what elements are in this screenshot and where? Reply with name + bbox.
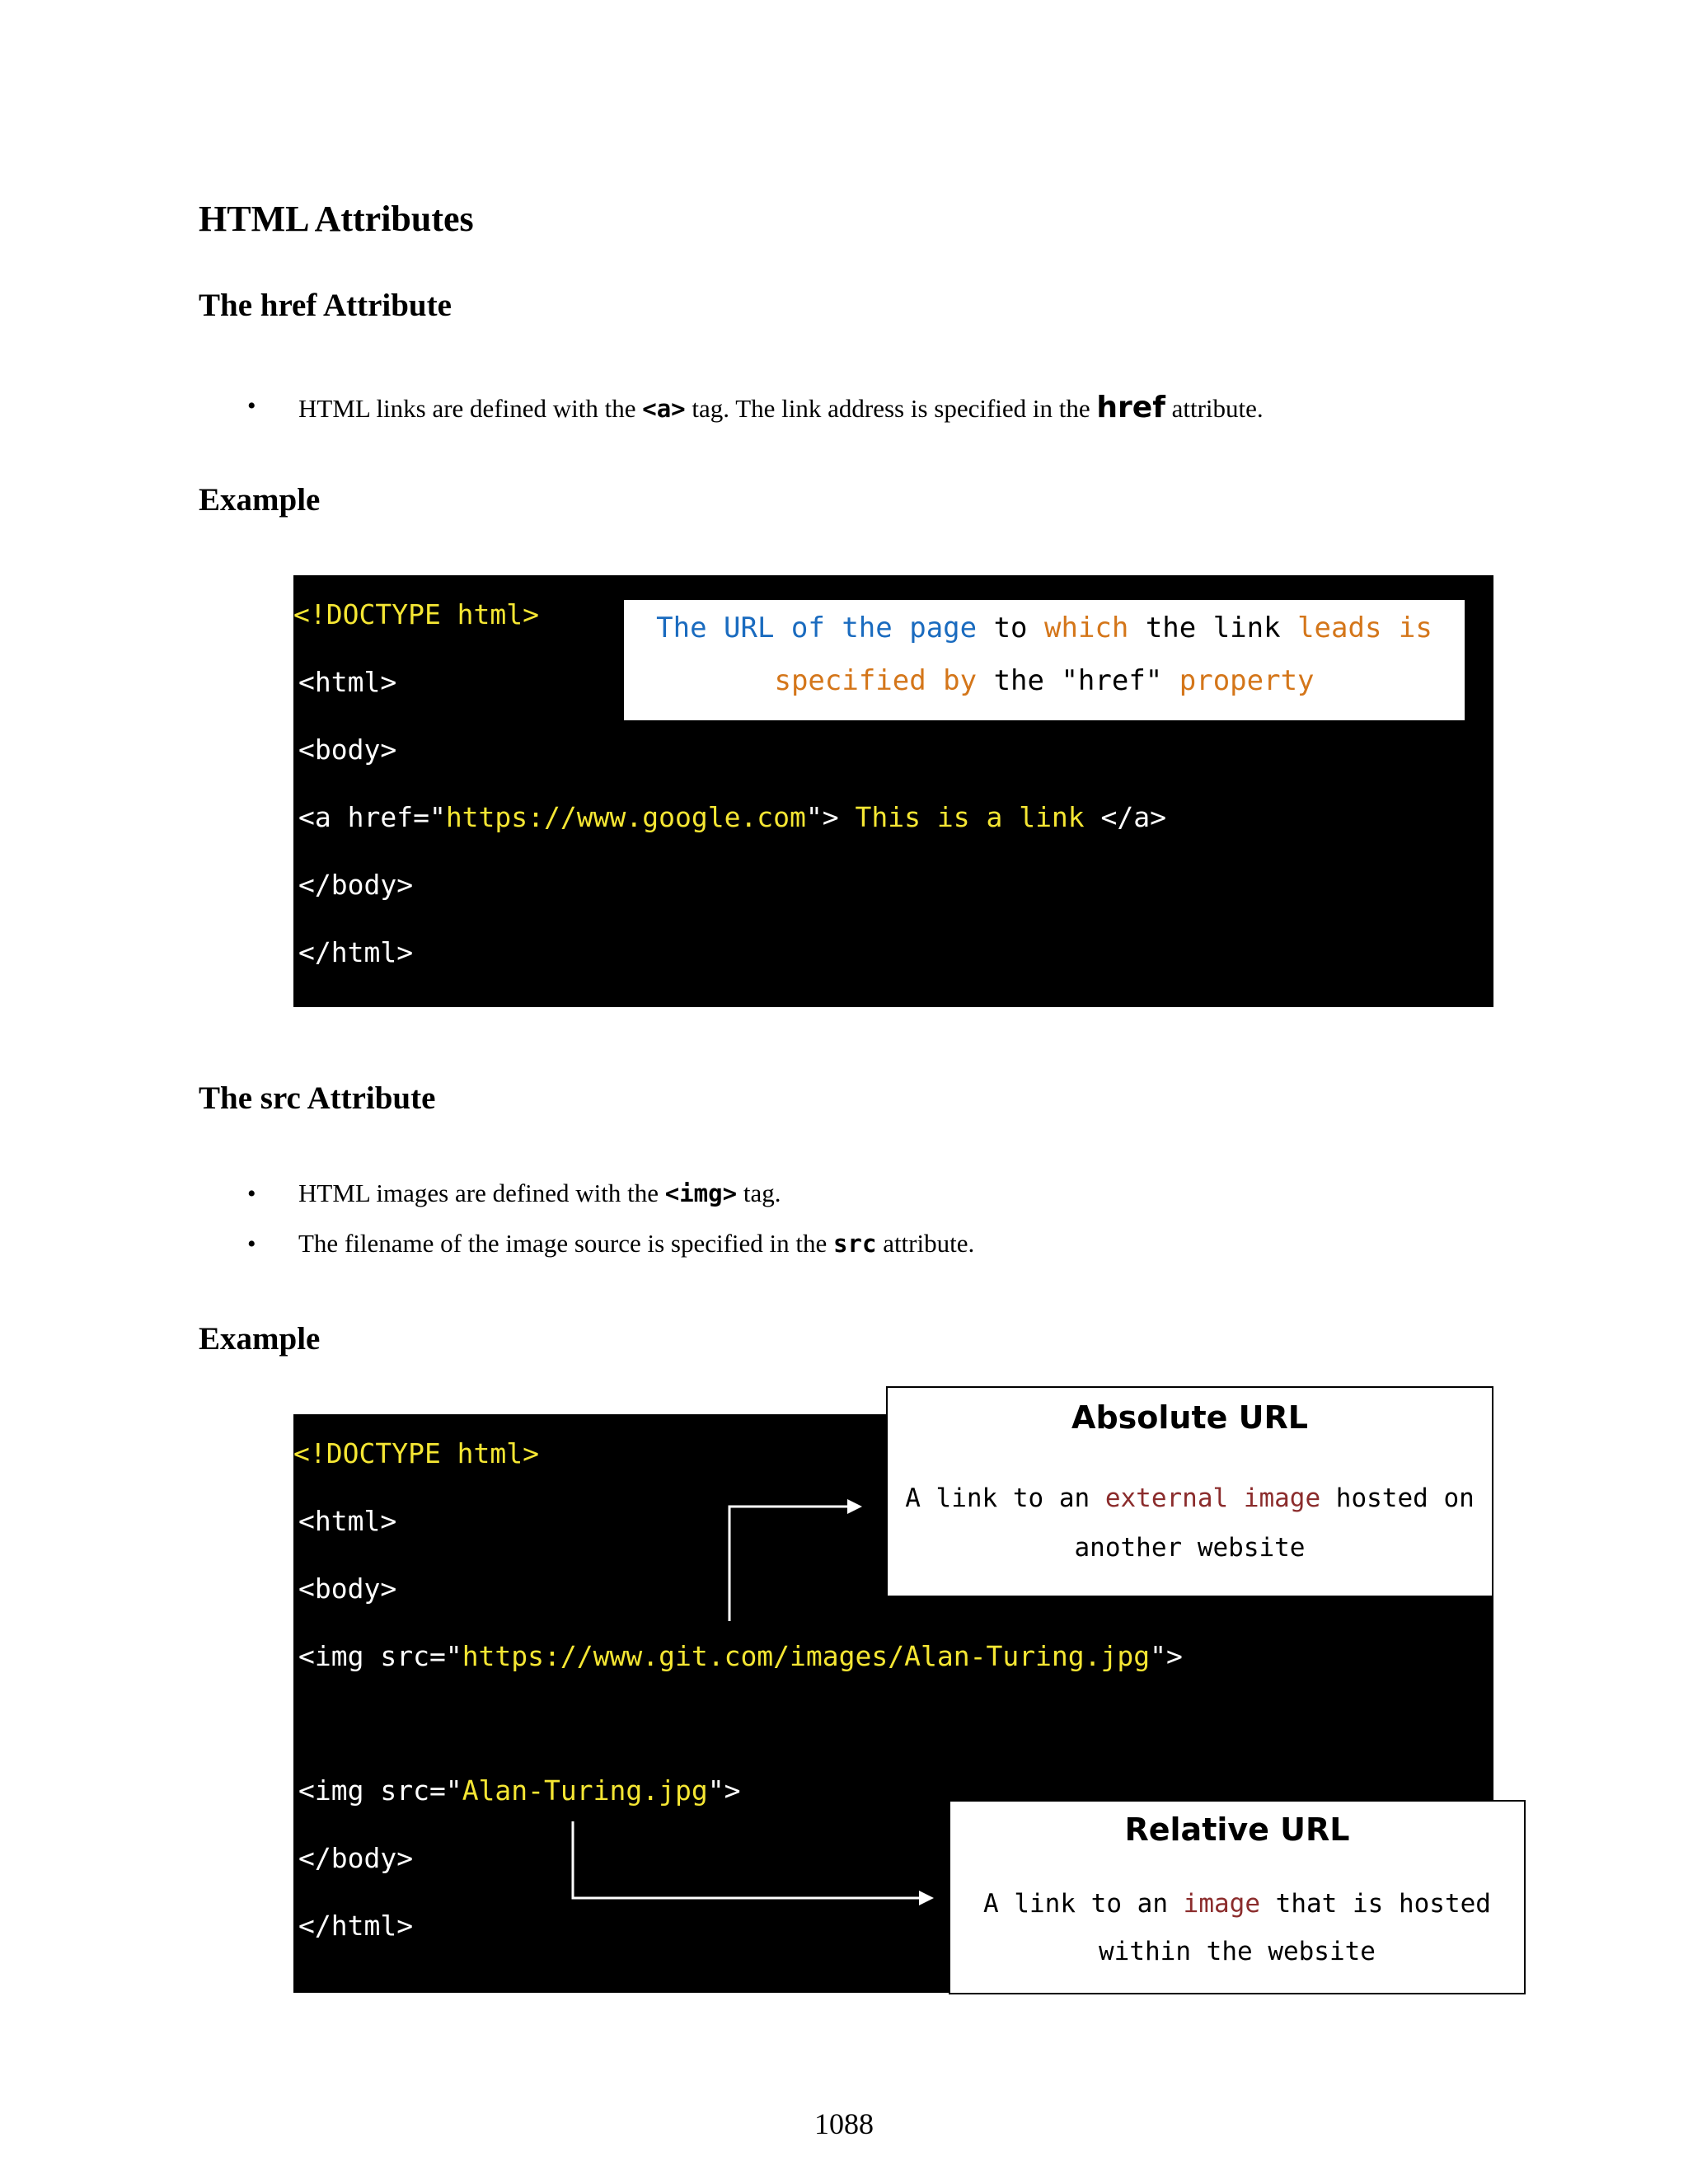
code-line-body: <body> — [298, 733, 397, 766]
relative-url-title: Relative URL — [1124, 1811, 1350, 1848]
code-line-doctype: <!DOCTYPE html> — [293, 1437, 540, 1469]
callout-token: which — [1044, 612, 1129, 644]
absolute-url-arrow — [729, 1507, 849, 1621]
callout-token: to — [977, 612, 1044, 644]
bullet-text-part: HTML links are defined with the — [298, 394, 643, 423]
href-section-heading: The href Attribute — [199, 288, 452, 323]
code-url-token: Alan-Turing.jpg — [462, 1774, 708, 1807]
page-title: HTML Attributes — [199, 199, 474, 239]
code-token: "> — [805, 801, 839, 833]
absolute-url-line-2: another website — [1074, 1533, 1306, 1563]
callout-token: property — [1179, 664, 1315, 697]
example-label: Example — [199, 1321, 321, 1357]
bullet-marker: • — [247, 1230, 256, 1258]
inline-code-a-tag: <a> — [642, 395, 686, 423]
src-section-heading: The src Attribute — [199, 1080, 436, 1116]
code-line-html: <html> — [298, 666, 397, 698]
relative-url-arrowhead — [919, 1891, 934, 1905]
code-token: <img src=" — [298, 1640, 462, 1672]
callout-token: that is hosted — [1260, 1889, 1491, 1919]
callout-token: the "href" — [977, 664, 1179, 697]
page-number: 1088 — [814, 2107, 874, 2140]
example-label: Example — [199, 482, 321, 518]
bullet-text-part: tag. — [737, 1179, 781, 1207]
absolute-url-line-1 — [888, 1483, 1492, 1513]
callout-token: image — [1183, 1889, 1260, 1919]
code-line-html: <html> — [298, 1505, 397, 1537]
relative-url-callout — [949, 1800, 1526, 1994]
bullet-text-part: attribute. — [876, 1229, 975, 1258]
callout-token: A link to an — [983, 1889, 1184, 1919]
code-line-body: <body> — [298, 1572, 397, 1605]
relative-url-line-1 — [950, 1889, 1524, 1919]
code-line-body-close: </body> — [298, 1842, 414, 1874]
code-token: <img src=" — [298, 1774, 462, 1807]
bullet-marker: • — [247, 392, 256, 419]
code-line-html-close: </html> — [298, 1910, 414, 1942]
callout-token: specified by — [774, 664, 978, 697]
inline-code-img-tag: <img> — [664, 1179, 738, 1207]
callout-token: A link to an — [905, 1483, 1105, 1513]
absolute-url-title: Absolute URL — [1071, 1399, 1308, 1436]
callout-token: hosted on — [1320, 1483, 1475, 1513]
code-url-token: https://www.google.com — [445, 801, 806, 833]
relative-url-line-2: within the website — [1099, 1937, 1376, 1966]
code-token: </a> — [1100, 801, 1167, 833]
code-text-token: This is a link — [838, 801, 1101, 833]
code-line-html-close: </html> — [298, 936, 414, 968]
code-token: "> — [1150, 1640, 1183, 1672]
inline-href-keyword: href — [1096, 391, 1165, 424]
inline-code-src: src — [833, 1230, 877, 1258]
code-line-doctype: <!DOCTYPE html> — [293, 598, 540, 630]
bullet-text-part: attribute. — [1165, 394, 1264, 423]
code-token: "> — [707, 1774, 741, 1807]
callout-token: the link — [1128, 612, 1298, 644]
absolute-url-callout — [886, 1386, 1493, 1597]
bullet-text-part: tag. The link address is specified in the — [685, 394, 1097, 423]
bullet-text-part: HTML images are defined with the — [298, 1179, 665, 1207]
absolute-url-arrowhead — [847, 1499, 862, 1514]
callout-token: external image — [1104, 1483, 1321, 1513]
relative-url-arrow — [573, 1821, 921, 1898]
code-line-body-close: </body> — [298, 869, 414, 901]
bullet-text-part: The filename of the image source is specified in the — [298, 1229, 834, 1258]
code-token: <a href=" — [298, 801, 446, 833]
callout-token: leads is — [1297, 612, 1432, 644]
code-url-token: https://www.git.com/images/Alan-Turing.jpg — [462, 1640, 1151, 1672]
bullet-marker: • — [247, 1180, 256, 1207]
callout-token: The URL of the page — [656, 612, 978, 644]
